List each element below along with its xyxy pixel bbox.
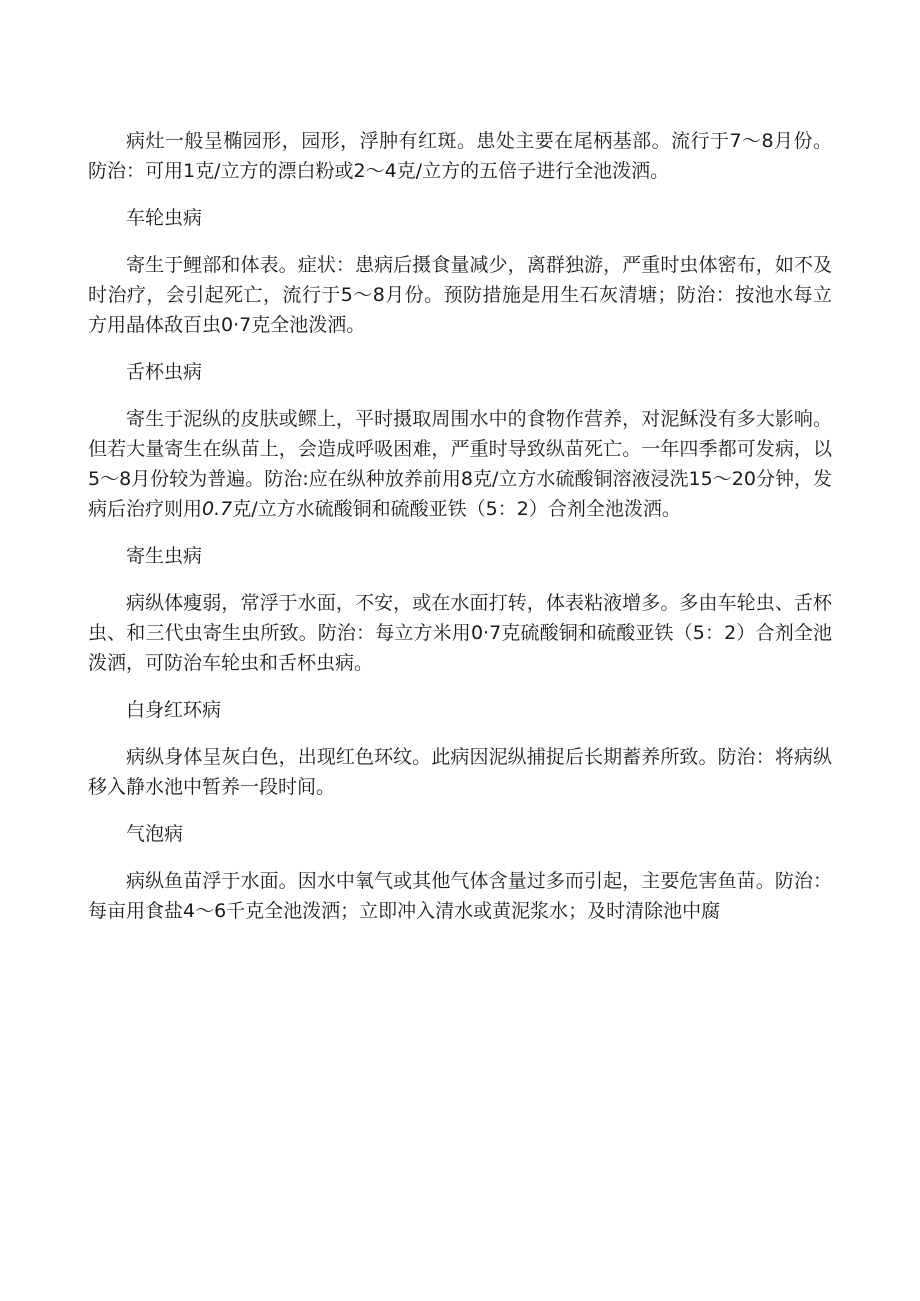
paragraph-body: 病纵身体呈灰白色，出现红色环纹。此病因泥纵捕捉后长期蓄养所致。防治：将病纵移入静水池中暂养一段时间。 xyxy=(88,746,832,798)
section-heading-parasite: 寄生虫病 xyxy=(126,545,203,567)
section-heading-bubble: 气泡病 xyxy=(126,823,184,845)
paragraph-body: 病纵体瘦弱，常浮于水面，不安，或在水面打转，体表粘液增多。多由车轮虫、舌杯虫、和三代虫寄生虫所致。防治：每立方米用0·7克硫酸铜和硫酸亚铁（5：2）合剂全池泼洒，可防治车轮虫和舌杯虫病。 xyxy=(88,592,832,674)
section-heading-cup-worm: 舌杯虫病 xyxy=(126,361,203,383)
paragraph-body: 病纵鱼苗浮于水面。因水中氧气或其他气体含量过多而引起，主要危害鱼苗。防治：每亩用食盐4～6千克全池泼洒；立即冲入清水或黄泥浆水；及时清除池中腐 xyxy=(88,870,832,922)
section-heading-wheel-worm: 车轮虫病 xyxy=(126,207,203,229)
paragraph-body xyxy=(88,404,832,524)
paragraph-text: 寄生于泥纵的皮肤或鳏上，平时摄取周围水中的食物作营养，对泥稣没有多大影响。但若大量寄生在纵苗上，会造成呼吸困难，严重时导致纵苗死亡。一年四季都可发病，以5～8月份较为普遍。防治:应在纵种放养前用8克/立方水硫酸铜溶液浸洗15～20分钟，发病后治疗则用 xyxy=(88,408,832,520)
paragraph-body: 寄生于鲤部和体表。症状：患病后摄食量减少，离群独游，严重时虫体密布，如不及时治疗，会引起死亡，流行于5～8月份。预防措施是用生石灰清塘；防治：按池水每立方用晶体敌百虫0·7克全池泼洒。 xyxy=(88,254,832,336)
paragraph-text: 克/立方水硫酸铜和硫酸亚铁（5：2）合剂全池泼洒。 xyxy=(232,498,681,520)
dosage-value: 0.7 xyxy=(202,498,233,520)
section-heading-red-ring: 白身红环病 xyxy=(126,699,222,721)
document-page xyxy=(88,126,832,943)
paragraph-body: 病灶一般呈椭园形，园形，浮肿有红斑。患处主要在尾柄基部。流行于7～8月份。防治：可用1克/立方的漂白粉或2～4克/立方的五倍子进行全池泼洒。 xyxy=(88,130,832,182)
